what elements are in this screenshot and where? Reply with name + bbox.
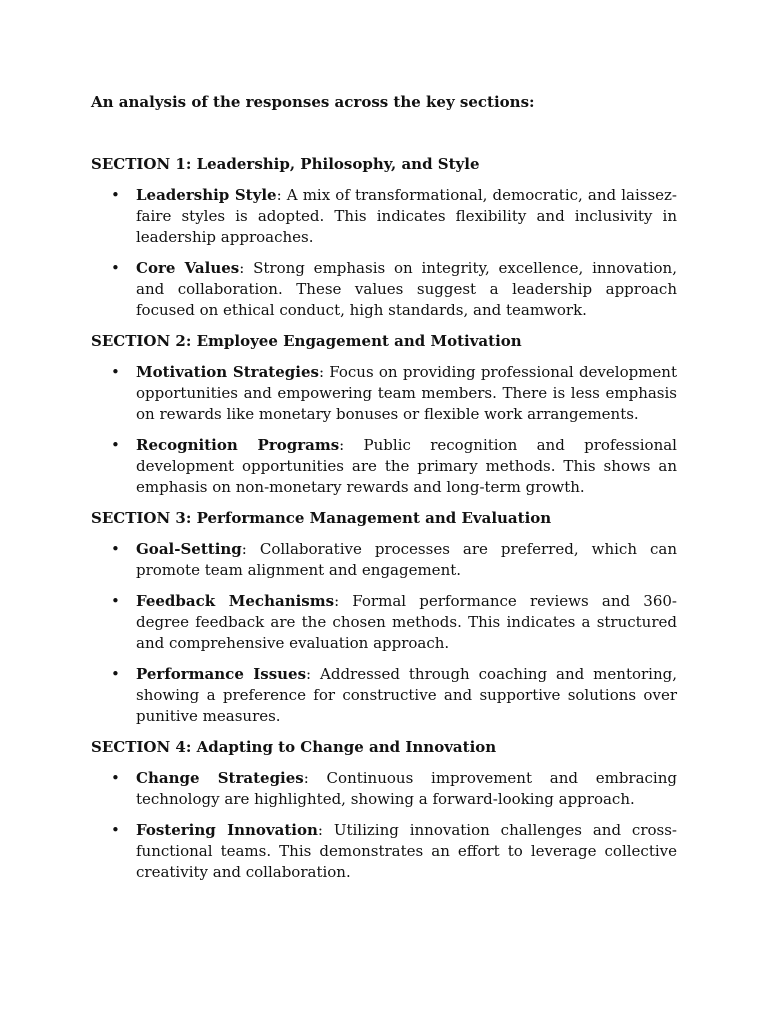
bullet-list bbox=[91, 185, 677, 321]
bullet-icon: • bbox=[111, 186, 120, 204]
section-2 bbox=[91, 331, 677, 498]
item-term: Goal-Setting bbox=[136, 540, 242, 558]
bullet-icon: • bbox=[111, 769, 120, 787]
intro-heading: An analysis of the responses across the key sections: bbox=[91, 93, 535, 111]
bullet-icon: • bbox=[111, 665, 120, 683]
item-term: Fostering Innovation bbox=[136, 821, 318, 839]
bullet-icon: • bbox=[111, 259, 120, 277]
item-text: : A mix of transformational, democratic, and laissez-faire styles is adopted. This indicates flexibility and inclusivity in leadership approaches. bbox=[136, 186, 677, 246]
item-text: : Continuous improvement and embracing technology are highlighted, showing a forward-looking approach. bbox=[136, 769, 677, 808]
list-item bbox=[91, 591, 677, 654]
item-term: Change Strategies bbox=[136, 769, 304, 787]
item-term: Recognition Programs bbox=[136, 436, 340, 454]
list-item bbox=[91, 185, 677, 248]
item-term: Leadership Style bbox=[136, 186, 277, 204]
list-item bbox=[91, 820, 677, 883]
section-heading: SECTION 1: Leadership, Philosophy, and Style bbox=[91, 155, 480, 173]
bullet-icon: • bbox=[111, 821, 120, 839]
item-text: : Focus on providing professional development opportunities and empowering team members. There is less emphasis on rewards like monetary bonuses or flexible work arrangements. bbox=[136, 363, 677, 423]
list-item bbox=[91, 435, 677, 498]
item-text: : Public recognition and professional development opportunities are the primary methods. This shows an emphasis on non-monetary rewards and long-term growth. bbox=[136, 436, 677, 496]
item-text: : Formal performance reviews and 360-degree feedback are the chosen methods. This indicates a structured and comprehensive evaluation approach. bbox=[136, 592, 677, 652]
section-heading: SECTION 3: Performance Management and Evaluation bbox=[91, 509, 552, 527]
item-text: : Collaborative processes are preferred, which can promote team alignment and engagement. bbox=[136, 540, 677, 579]
bullet-icon: • bbox=[111, 436, 120, 454]
list-item bbox=[91, 362, 677, 425]
list-item bbox=[91, 664, 677, 727]
section-4 bbox=[91, 737, 677, 883]
list-item bbox=[91, 539, 677, 581]
bullet-list bbox=[91, 768, 677, 883]
bullet-list bbox=[91, 539, 677, 727]
item-term: Performance Issues bbox=[136, 665, 307, 683]
list-item bbox=[91, 768, 677, 810]
section-heading: SECTION 2: Employee Engagement and Motivation bbox=[91, 332, 522, 350]
item-term: Core Values bbox=[136, 259, 240, 277]
section-heading: SECTION 4: Adapting to Change and Innovation bbox=[91, 738, 497, 756]
section-3 bbox=[91, 508, 677, 727]
item-term: Feedback Mechanisms bbox=[136, 592, 335, 610]
section-1 bbox=[91, 154, 677, 321]
item-text: : Strong emphasis on integrity, excellence, innovation, and collaboration. These values suggest a leadership approach focused on ethical conduct, high standards, and teamwork. bbox=[136, 259, 677, 319]
bullet-icon: • bbox=[111, 540, 120, 558]
document-page bbox=[91, 92, 677, 893]
bullet-icon: • bbox=[111, 363, 120, 381]
list-item bbox=[91, 258, 677, 321]
bullet-icon: • bbox=[111, 592, 120, 610]
item-term: Motivation Strategies bbox=[136, 363, 319, 381]
item-text: : Addressed through coaching and mentoring, showing a preference for constructive and supportive solutions over punitive measures. bbox=[136, 665, 678, 725]
bullet-list bbox=[91, 362, 677, 498]
item-text: : Utilizing innovation challenges and cross-functional teams. This demonstrates an effort to leverage collective creativity and collaboration. bbox=[136, 821, 677, 881]
